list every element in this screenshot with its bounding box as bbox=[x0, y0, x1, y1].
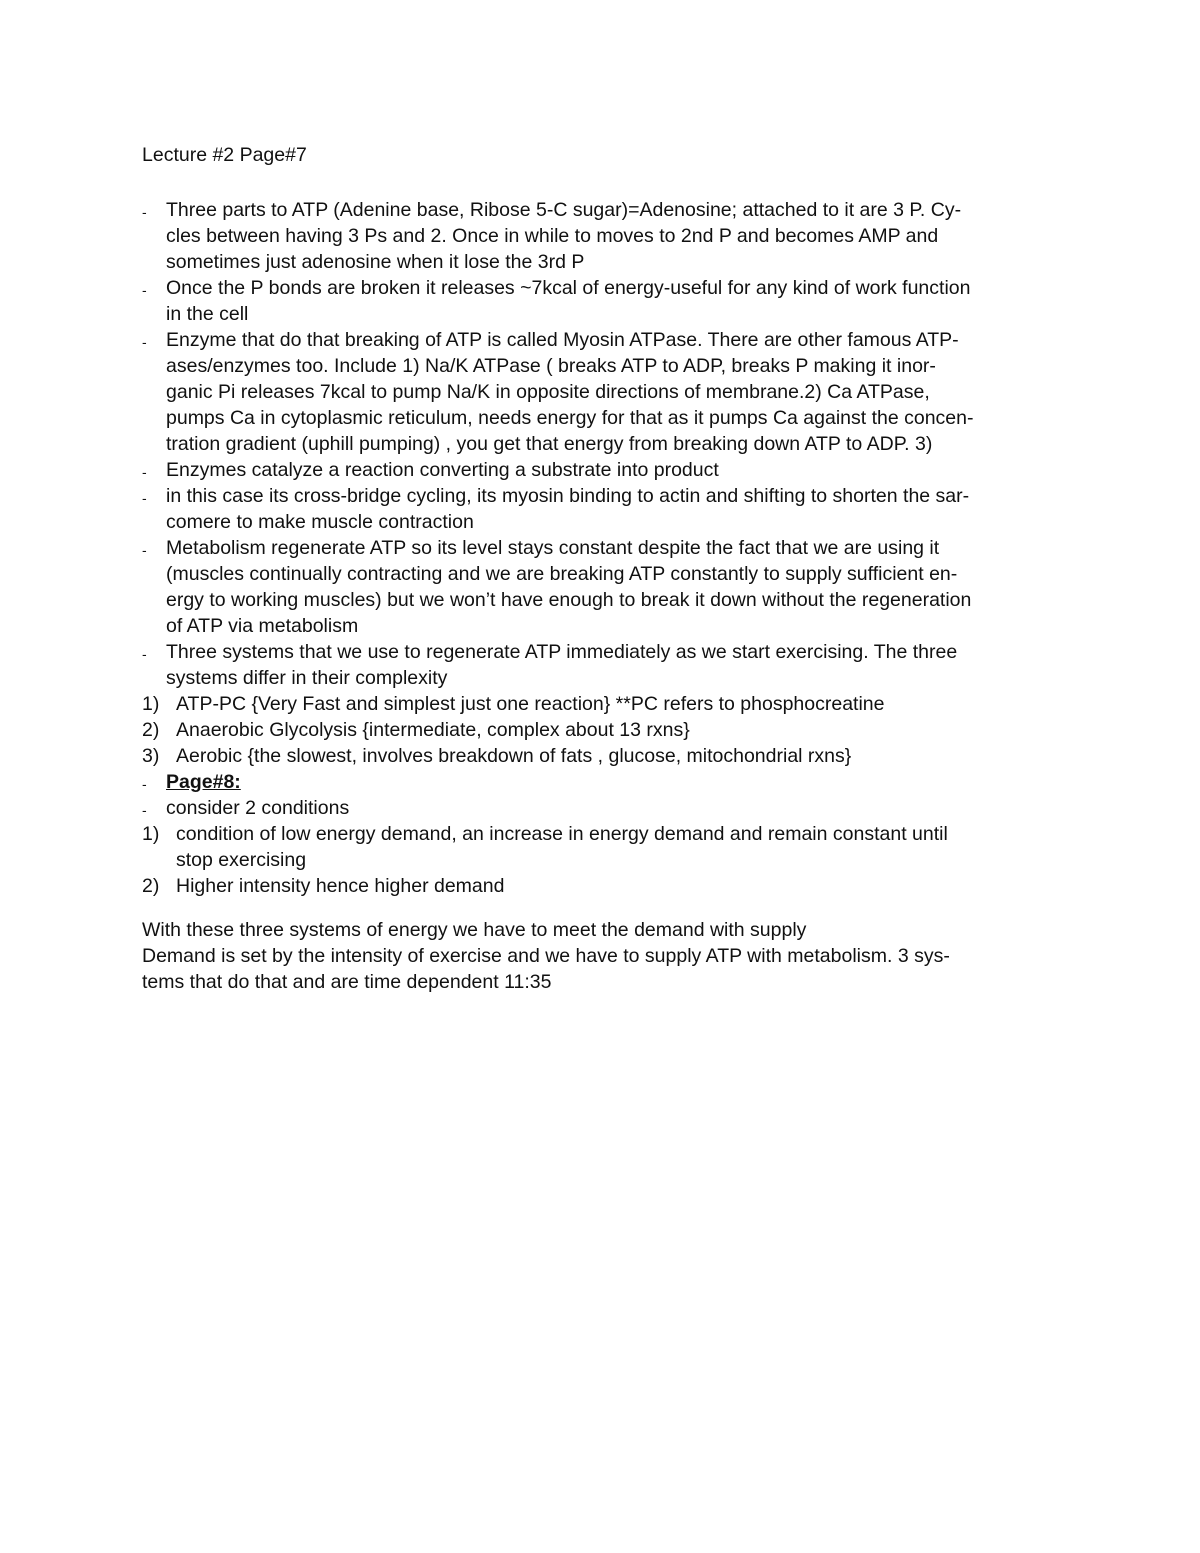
numbered-text: Higher intensity hence higher demand bbox=[176, 875, 505, 897]
numbered-item bbox=[142, 821, 1062, 873]
numbered-text: Aerobic {the slowest, involves breakdown of fats , glucose, mitochondrial rxns} bbox=[176, 745, 852, 767]
page8-bullet bbox=[142, 795, 1062, 821]
bullet-text: consider 2 conditions bbox=[166, 797, 350, 819]
number-marker: 1) bbox=[142, 823, 160, 845]
numbered-text: condition of low energy demand, an increase in energy demand and remain constant until bbox=[176, 823, 948, 845]
bullet-line: sometimes just adenosine when it lose the 3rd P bbox=[166, 251, 585, 273]
paragraph-spacer bbox=[142, 899, 1062, 917]
numbered-text: stop exercising bbox=[176, 849, 307, 871]
bullet-line: Three parts to ATP (Adenine base, Ribose 5-C sugar)=Adenosine; attached to it are 3 P. Cy- bbox=[166, 199, 962, 221]
number-marker: 2) bbox=[142, 875, 160, 897]
dash-marker: - bbox=[142, 282, 147, 298]
bullet-line: systems differ in their complexity bbox=[166, 667, 448, 689]
list-item bbox=[142, 483, 1062, 535]
dash-marker: - bbox=[142, 204, 147, 220]
dash-marker: - bbox=[142, 776, 147, 792]
numbered-text: Anaerobic Glycolysis {intermediate, complex about 13 rxns} bbox=[176, 719, 690, 741]
dash-marker: - bbox=[142, 542, 147, 558]
bullet-line: of ATP via metabolism bbox=[166, 615, 359, 637]
number-marker: 2) bbox=[142, 719, 160, 741]
bullet-line: Enzymes catalyze a reaction converting a substrate into product bbox=[166, 459, 719, 481]
bullet-line: ergy to working muscles) but we won’t have enough to break it down without the regeneration bbox=[166, 589, 972, 611]
bullet-line: ganic Pi releases 7kcal to pump Na/K in opposite directions of membrane.2) Ca ATPase, bbox=[166, 381, 930, 403]
list-item bbox=[142, 535, 1062, 639]
page8-heading: Page#8: bbox=[166, 771, 241, 793]
list-item bbox=[142, 327, 1062, 457]
paragraph-line: tems that do that and are time dependent 11:35 bbox=[142, 971, 552, 993]
bullet-line: pumps Ca in cytoplasmic reticulum, needs energy for that as it pumps Ca against the concen- bbox=[166, 407, 974, 429]
conditions-list bbox=[142, 821, 1062, 899]
notes-content bbox=[142, 197, 1062, 995]
paragraph-line: Demand is set by the intensity of exercise and we have to supply ATP with metabolism. 3 sys- bbox=[142, 945, 950, 967]
closing-paragraph bbox=[142, 917, 1062, 995]
dash-marker: - bbox=[142, 334, 147, 350]
numbered-item bbox=[142, 691, 1062, 717]
list-item bbox=[142, 275, 1062, 327]
bullet-line: in the cell bbox=[166, 303, 249, 325]
number-marker: 1) bbox=[142, 693, 160, 715]
dash-marker: - bbox=[142, 802, 147, 818]
bullet-line: ases/enzymes too. Include 1) Na/K ATPase ( breaks ATP to ADP, breaks P making it inor- bbox=[166, 355, 936, 377]
paragraph-line: With these three systems of energy we have to meet the demand with supply bbox=[142, 919, 807, 941]
list-item bbox=[142, 197, 1062, 275]
list-item bbox=[142, 457, 1062, 483]
energy-systems-list bbox=[142, 691, 1062, 769]
bullet-line: Once the P bonds are broken it releases ~7kcal of energy-useful for any kind of work function bbox=[166, 277, 971, 299]
bullet-line: Enzyme that do that breaking of ATP is called Myosin ATPase. There are other famous ATP- bbox=[166, 329, 959, 351]
bullet-line: cles between having 3 Ps and 2. Once in while to moves to 2nd P and becomes AMP and bbox=[166, 225, 939, 247]
dash-marker: - bbox=[142, 490, 147, 506]
bullet-line: tration gradient (uphill pumping) , you get that energy from breaking down ATP to ADP. 3) bbox=[166, 433, 933, 455]
bullet-line: (muscles continually contracting and we are breaking ATP constantly to supply sufficient en- bbox=[166, 563, 958, 585]
numbered-item bbox=[142, 743, 1062, 769]
bullet-line: Metabolism regenerate ATP so its level stays constant despite the fact that we are using it bbox=[166, 537, 940, 559]
bullet-line: in this case its cross-bridge cycling, its myosin binding to actin and shifting to shorten the sar- bbox=[166, 485, 970, 507]
numbered-item bbox=[142, 717, 1062, 743]
dash-marker: - bbox=[142, 464, 147, 480]
dash-marker: - bbox=[142, 646, 147, 662]
page8-heading-item bbox=[142, 769, 1062, 795]
numbered-item bbox=[142, 873, 1062, 899]
bullet-line: comere to make muscle contraction bbox=[166, 511, 474, 533]
bullet-line: Three systems that we use to regenerate ATP immediately as we start exercising. The three bbox=[166, 641, 958, 663]
page7-bullet-list bbox=[142, 197, 1062, 691]
page-heading: Lecture #2 Page#7 bbox=[142, 144, 307, 166]
list-item bbox=[142, 639, 1062, 691]
number-marker: 3) bbox=[142, 745, 160, 767]
numbered-text: ATP-PC {Very Fast and simplest just one reaction} **PC refers to phosphocreatine bbox=[176, 693, 885, 715]
